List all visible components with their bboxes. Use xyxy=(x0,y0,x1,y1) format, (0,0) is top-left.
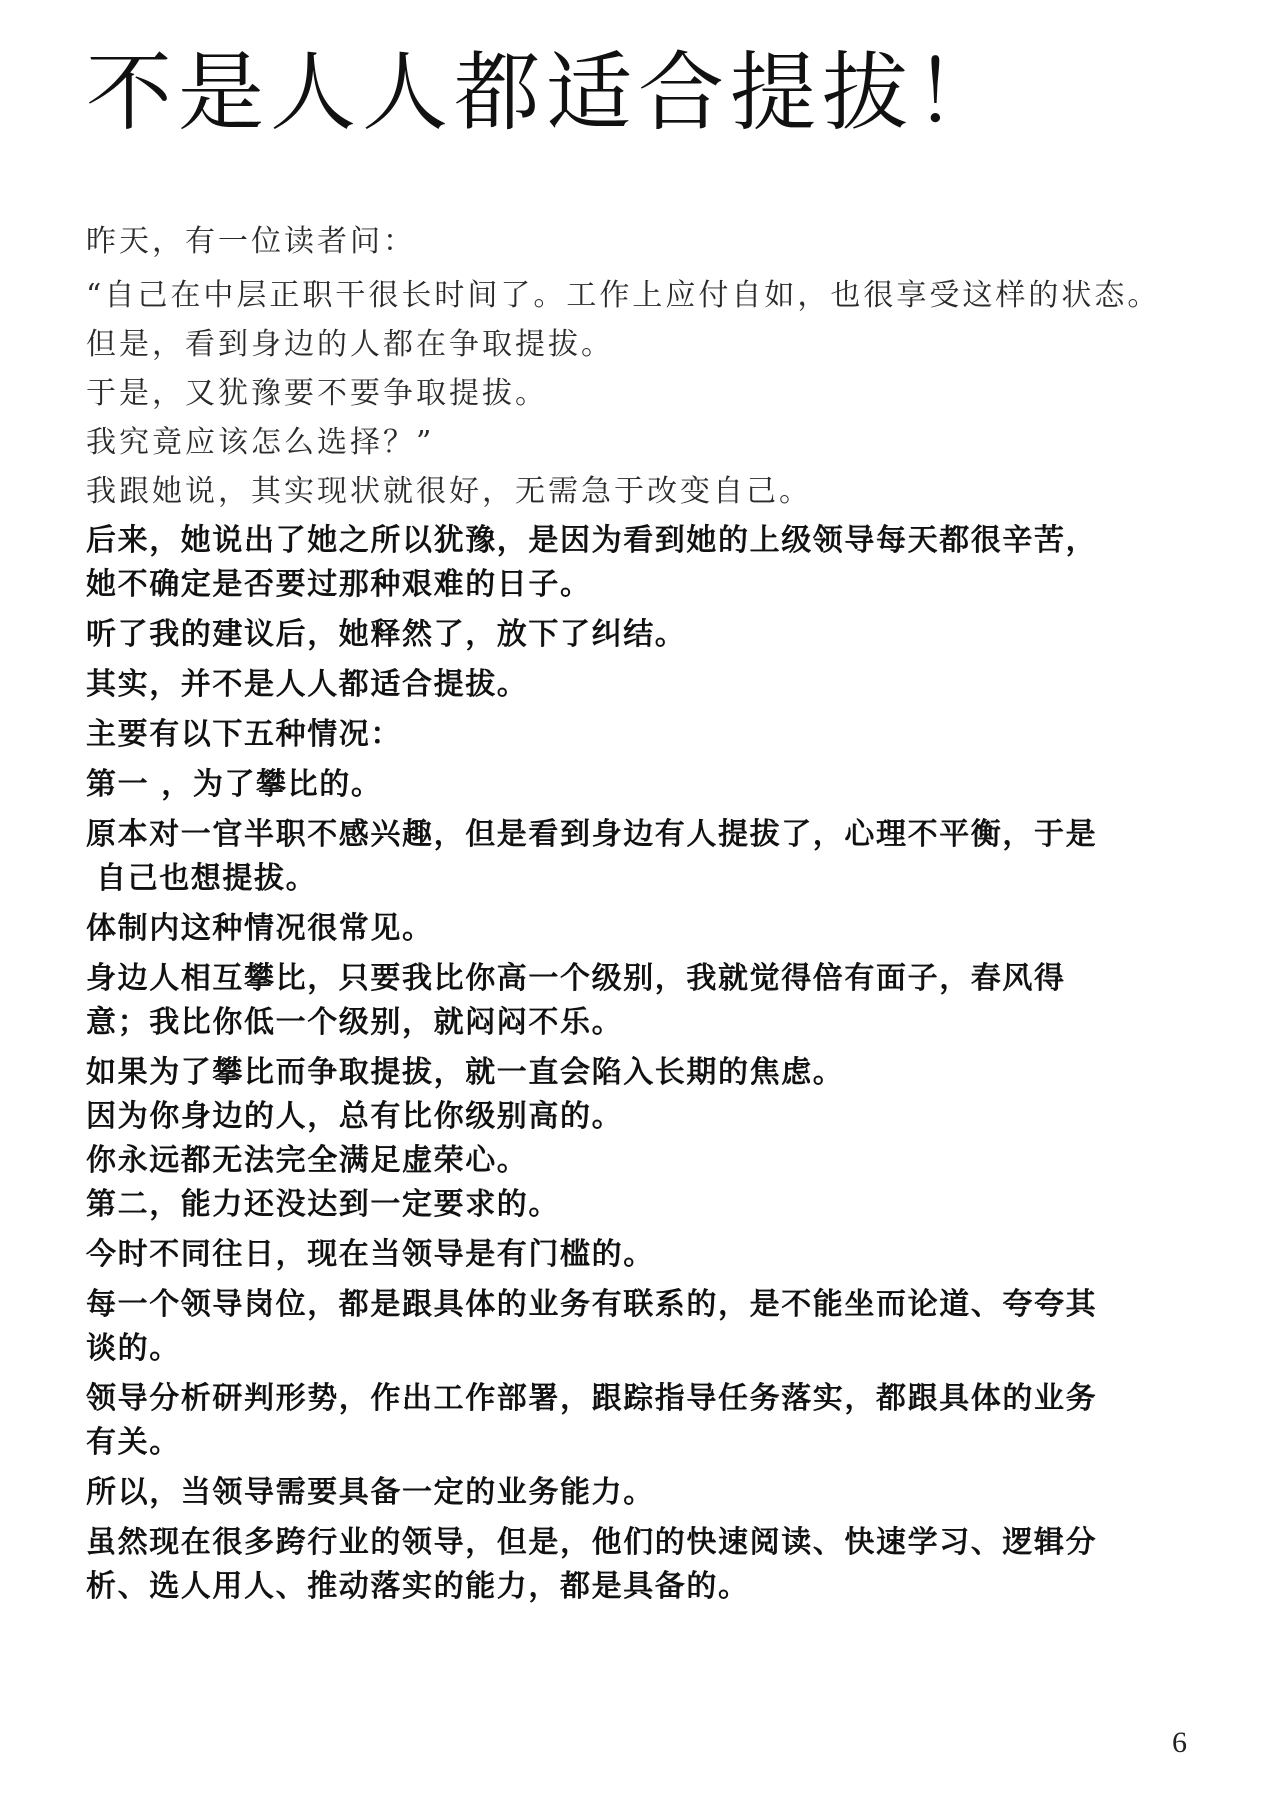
page-title: 不是人人都适合提拔！ xyxy=(86,43,1006,143)
paragraph-line: 所以，当领导需要具备一定的业务能力。 xyxy=(86,1475,655,1510)
paragraph-line: 因为你身边的人，总有比你级别高的。 xyxy=(86,1099,624,1134)
article-body xyxy=(86,220,1186,1609)
paragraph-line: 主要有以下五种情况： xyxy=(86,717,402,752)
paragraph-line: 今时不同往日，现在当领导是有门槛的。 xyxy=(86,1237,655,1272)
paragraph-line: 体制内这种情况很常见。 xyxy=(86,911,434,946)
paragraph-line: 我究竟应该怎么选择？” xyxy=(86,425,435,460)
paragraph-line: 自己也想提拔。 xyxy=(96,861,318,896)
paragraph-line: 虽然现在很多跨行业的领导，但是，他们的快速阅读、快速学习、逻辑分 xyxy=(86,1525,1098,1560)
paragraph-line: 身边人相互攀比，只要我比你高一个级别，我就觉得倍有面子，春风得 xyxy=(86,961,1066,996)
paragraph-line: 如果为了攀比而争取提拔，就一直会陷入长期的焦虑。 xyxy=(86,1055,845,1090)
paragraph-line: 她不确定是否要过那种艰难的日子。 xyxy=(86,567,592,602)
paragraph-line: 其实，并不是人人都适合提拔。 xyxy=(86,667,529,702)
paragraph-line: 有关。 xyxy=(86,1425,181,1460)
paragraph-line: 原本对一官半职不感兴趣，但是看到身边有人提拔了，心理不平衡，于是 xyxy=(86,817,1098,852)
paragraph-line: 于是，又犹豫要不要争取提拔。 xyxy=(86,376,548,411)
paragraph-line: 每一个领导岗位，都是跟具体的业务有联系的，是不能坐而论道、夸夸其 xyxy=(86,1287,1098,1322)
paragraph-line: 领导分析研判形势，作出工作部署，跟踪指导任务落实，都跟具体的业务 xyxy=(86,1381,1098,1416)
paragraph-line: 听了我的建议后，她释然了，放下了纠结。 xyxy=(86,617,687,652)
paragraph-line: 我跟她说，其实现状就很好，无需急于改变自己。 xyxy=(86,474,812,509)
paragraph-line: 你永远都无法完全满足虚荣心。 xyxy=(86,1143,529,1178)
page-number: 6 xyxy=(1172,1726,1187,1759)
paragraph-line: 第二，能力还没达到一定要求的。 xyxy=(86,1187,560,1222)
paragraph-line: 谈的。 xyxy=(86,1331,181,1366)
paragraph-line: 后来，她说出了她之所以犹豫，是因为看到她的上级领导每天都很辛苦， xyxy=(86,523,1098,558)
paragraph-line: 第一 ，为了攀比的。 xyxy=(86,767,383,802)
paragraph-line: 但是，看到身边的人都在争取提拔。 xyxy=(86,327,614,362)
paragraph-line: 昨天，有一位读者问： xyxy=(86,224,416,259)
paragraph-line: “自己在中层正职干很长时间了。工作上应付自如，也很享受这样的状态。 xyxy=(86,278,1161,313)
paragraph-line: 析、选人用人、推动落实的能力，都是具备的。 xyxy=(86,1569,750,1604)
paragraph-line: 意；我比你低一个级别，就闷闷不乐。 xyxy=(86,1005,624,1040)
